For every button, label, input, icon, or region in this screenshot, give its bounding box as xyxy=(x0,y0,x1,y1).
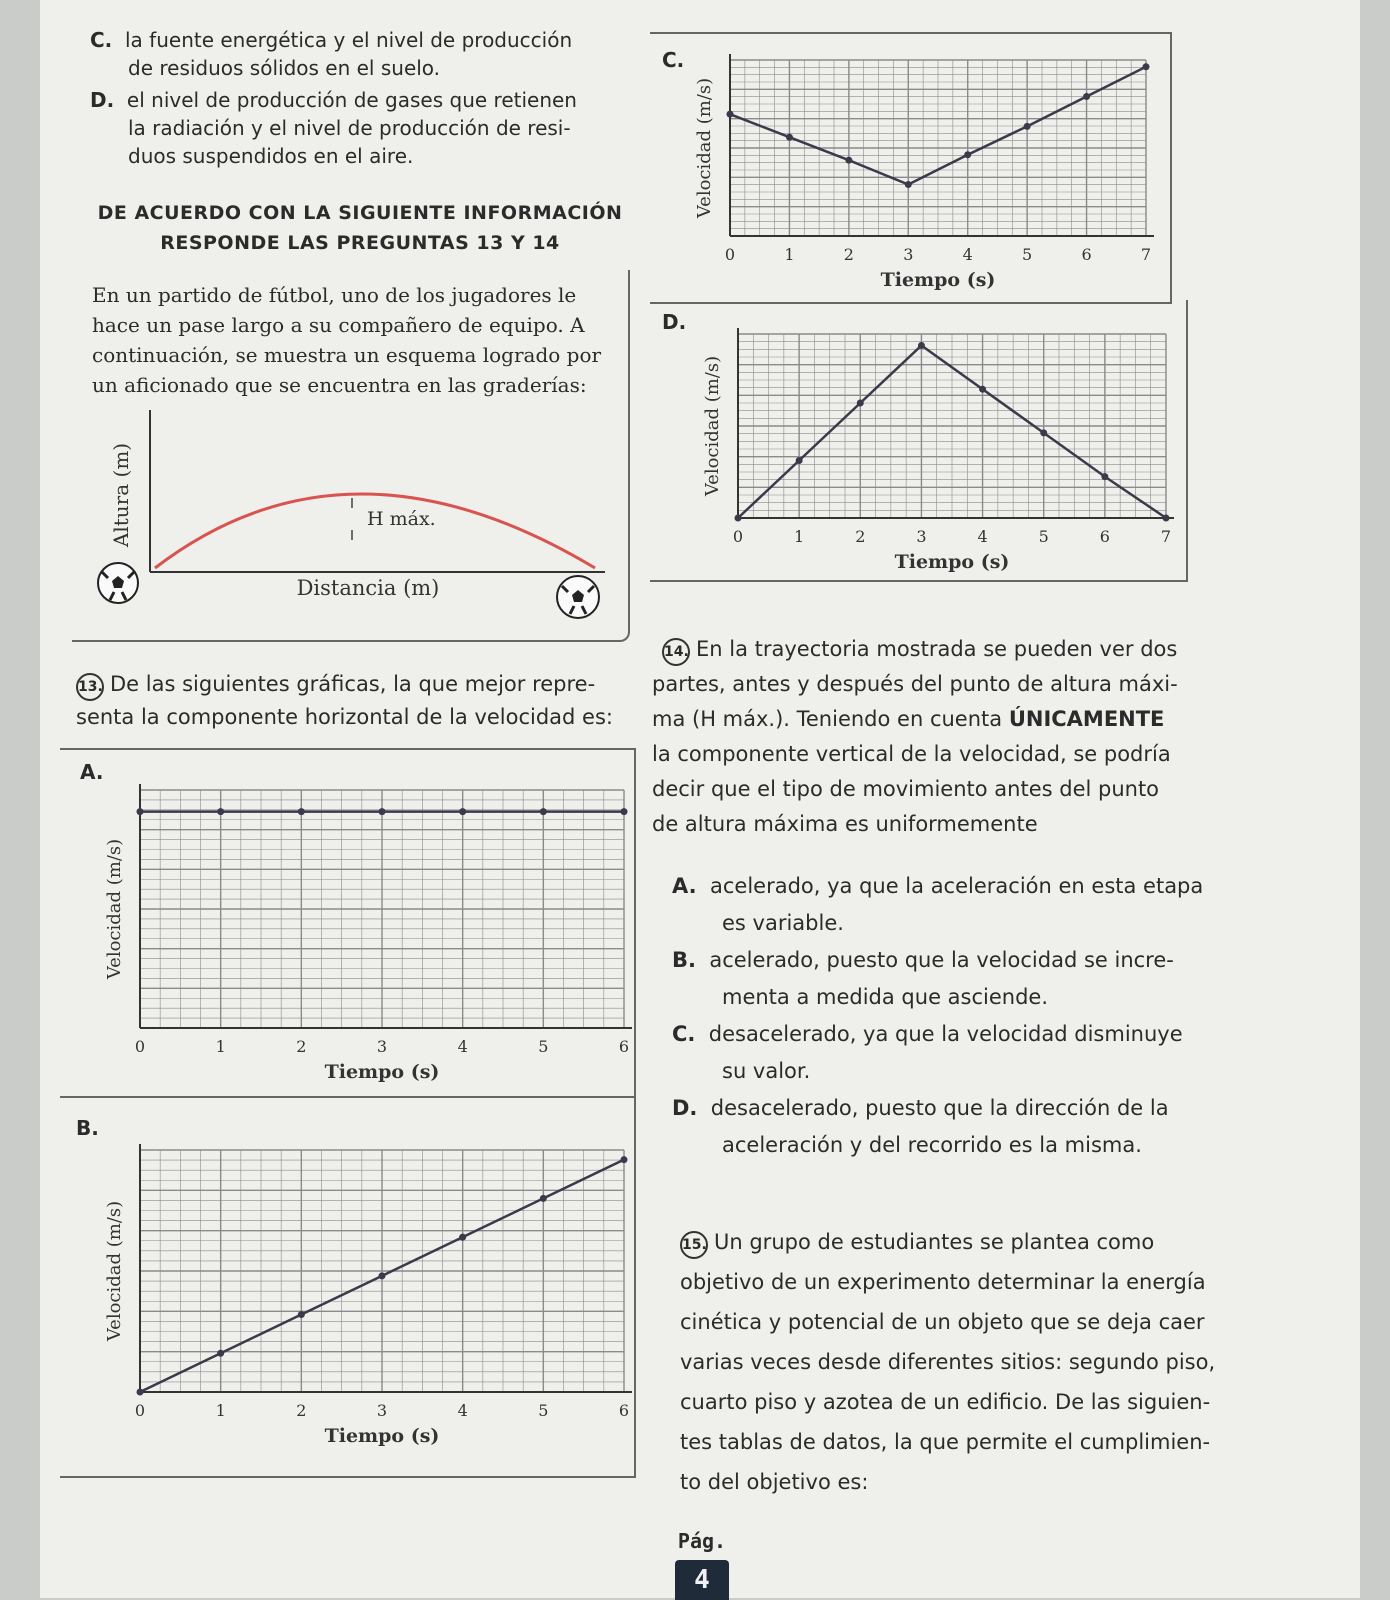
question-14 xyxy=(652,632,1252,842)
data-point xyxy=(1083,93,1090,100)
data-point xyxy=(621,1156,628,1163)
x-tick-label: 5 xyxy=(538,1037,549,1056)
option-letter: C. xyxy=(90,28,113,52)
option-text: aceleración y del recorrido es la misma. xyxy=(722,1133,1142,1157)
option-text: de residuos sólidos en el suelo. xyxy=(128,56,441,80)
data-point xyxy=(459,808,466,815)
page-number xyxy=(660,1530,744,1600)
question-number: 13. xyxy=(76,673,104,701)
context-line: un aficionado que se encuentra en las graderías: xyxy=(92,373,587,397)
option-text: desacelerado, puesto que la dirección de la xyxy=(710,1096,1169,1120)
soccer-ball-icon xyxy=(98,563,138,603)
question-text: decir que el tipo de movimiento antes del punto xyxy=(652,777,1160,801)
y-axis-label: Velocidad (m/s) xyxy=(694,77,715,219)
option-letter: B. xyxy=(672,948,696,972)
data-point xyxy=(217,808,224,815)
chart-b-label: B. xyxy=(76,1116,99,1140)
data-point xyxy=(786,134,793,141)
data-point xyxy=(857,400,864,407)
data-point xyxy=(918,342,925,349)
x-tick-label: 1 xyxy=(784,245,795,264)
page xyxy=(40,0,1360,1598)
data-point xyxy=(540,808,547,815)
soccer-ball-icon xyxy=(557,576,599,618)
x-tick-label: 0 xyxy=(134,1401,146,1420)
x-tick-label: 7 xyxy=(1140,245,1152,264)
context-line: hace un pase largo a su compañero de equipo. A xyxy=(92,313,585,337)
data-point xyxy=(964,151,971,158)
q14-option-b[interactable] xyxy=(672,942,1252,1016)
option-text: menta a medida que asciende. xyxy=(722,985,1049,1009)
option-text: el nivel de producción de gases que retienen xyxy=(126,88,577,112)
x-tick-label: 4 xyxy=(457,1401,468,1420)
data-point xyxy=(459,1234,466,1241)
data-point xyxy=(379,808,386,815)
chart-c-label: C. xyxy=(662,48,685,72)
option-text: la radiación y el nivel de producción de resi- xyxy=(128,116,571,140)
option-text: duos suspendidos en el aire. xyxy=(128,144,414,168)
x-tick-label: 5 xyxy=(1022,245,1033,264)
x-axis-label: Tiempo (s) xyxy=(324,1061,440,1083)
data-point xyxy=(298,808,305,815)
chart-d xyxy=(650,320,1186,580)
question-text: varias veces desde diferentes sitios: segundo piso, xyxy=(680,1350,1216,1374)
data-point xyxy=(979,386,986,393)
option-text: la fuente energética y el nivel de producción xyxy=(125,28,573,52)
x-tick-label: 2 xyxy=(855,527,866,546)
data-point xyxy=(905,181,912,188)
question-13 xyxy=(76,668,656,734)
context-line: En un partido de fútbol, uno de los jugadores le xyxy=(92,283,577,307)
data-point xyxy=(796,457,803,464)
option-text: es variable. xyxy=(722,911,844,935)
x-tick-label: 6 xyxy=(1099,527,1110,546)
page-num: 4 xyxy=(675,1560,729,1600)
hmax-label: H máx. xyxy=(367,508,436,530)
question-text: de altura máxima es uniformemente xyxy=(652,812,1038,836)
grid xyxy=(140,790,624,1028)
x-axis-label: Tiempo (s) xyxy=(894,551,1010,573)
option-letter: C. xyxy=(672,1022,696,1046)
x-tick-label: 2 xyxy=(843,245,854,264)
question-text: De las siguientes gráficas, la que mejor repre- xyxy=(110,672,596,696)
page-label: Pág. xyxy=(677,1529,727,1553)
x-tick-label: 0 xyxy=(724,245,736,264)
x-axis-label: Distancia (m) xyxy=(296,576,440,600)
data-point xyxy=(1163,515,1170,522)
data-point xyxy=(727,111,734,118)
data-point xyxy=(1101,473,1108,480)
context-line: continuación, se muestra un esquema logrado por xyxy=(92,343,602,367)
x-tick-label: 0 xyxy=(732,527,744,546)
option-letter: A. xyxy=(672,874,697,898)
data-point xyxy=(217,1350,224,1357)
grid xyxy=(140,1150,624,1392)
option-letter: D. xyxy=(672,1096,698,1120)
question-text: tes tablas de datos, la que permite el cumplimien- xyxy=(680,1430,1211,1454)
x-tick-label: 4 xyxy=(457,1037,468,1056)
q14-option-d[interactable] xyxy=(672,1090,1252,1164)
x-tick-label: 2 xyxy=(296,1037,307,1056)
option-letter: D. xyxy=(90,88,115,112)
y-axis-label: Velocidad (m/s) xyxy=(104,1200,125,1342)
question-15 xyxy=(680,1222,1280,1502)
question-text: senta la componente horizontal de la velocidad es: xyxy=(76,705,613,729)
q14-option-c[interactable] xyxy=(672,1016,1252,1090)
chart-a xyxy=(60,780,634,1092)
question-text: la componente vertical de la velocidad, se podría xyxy=(652,742,1171,766)
data-point xyxy=(1040,429,1047,436)
chart-c xyxy=(650,40,1170,300)
prev-option-c xyxy=(90,26,690,82)
question-text: En la trayectoria mostrada se pueden ver dos xyxy=(696,637,1178,661)
chart-a-label: A. xyxy=(80,760,104,784)
x-tick-label: 2 xyxy=(296,1401,307,1420)
x-tick-label: 3 xyxy=(903,245,914,264)
question-text: cinética y potencial de un objeto que se deja caer xyxy=(680,1310,1205,1334)
question-number: 15. xyxy=(680,1231,708,1259)
option-text: desacelerado, ya que la velocidad disminuye xyxy=(708,1022,1183,1046)
x-tick-label: 0 xyxy=(134,1037,146,1056)
option-text: acelerado, ya que la aceleración en esta etapa xyxy=(709,874,1204,898)
x-tick-label: 4 xyxy=(977,527,988,546)
x-tick-label: 3 xyxy=(376,1037,388,1056)
data-point xyxy=(845,157,852,164)
x-axis-label: Tiempo (s) xyxy=(880,269,996,291)
question-text: Un grupo de estudiantes se plantea como xyxy=(714,1230,1155,1254)
q14-option-a[interactable] xyxy=(672,868,1252,942)
data-point xyxy=(379,1272,386,1279)
x-tick-label: 6 xyxy=(618,1037,630,1056)
x-tick-label: 1 xyxy=(215,1401,226,1420)
heading-line: RESPONDE LAS PREGUNTAS 13 Y 14 xyxy=(160,232,560,254)
section-heading xyxy=(80,198,640,258)
question-emphasis: ÚNICAMENTE xyxy=(1008,707,1165,731)
chart-d-label: D. xyxy=(662,310,687,334)
q14-options xyxy=(672,868,1252,1164)
data-point xyxy=(540,1195,547,1202)
chart-b xyxy=(60,1130,634,1476)
data-point xyxy=(137,808,144,815)
question-text: partes, antes y después del punto de altura máxi- xyxy=(652,672,1178,696)
question-number: 14. xyxy=(662,638,690,666)
question-text: to del objetivo es: xyxy=(680,1470,869,1494)
context-text xyxy=(92,280,632,400)
x-tick-label: 6 xyxy=(618,1401,630,1420)
x-tick-label: 3 xyxy=(376,1401,388,1420)
y-axis-label: Velocidad (m/s) xyxy=(702,355,723,497)
data-point xyxy=(621,808,628,815)
data-point xyxy=(1143,63,1150,70)
option-text: acelerado, puesto que la velocidad se incre- xyxy=(709,948,1174,972)
data-point xyxy=(735,515,742,522)
x-tick-label: 3 xyxy=(916,527,927,546)
question-text: ma (H máx.). Teniendo en cuenta xyxy=(652,707,1009,731)
trajectory-curve xyxy=(155,494,595,568)
grid xyxy=(730,60,1146,236)
x-tick-label: 1 xyxy=(215,1037,226,1056)
data-point xyxy=(137,1389,144,1396)
x-tick-label: 5 xyxy=(1038,527,1049,546)
y-axis-label: Velocidad (m/s) xyxy=(104,838,125,980)
x-tick-label: 4 xyxy=(962,245,973,264)
heading-line: DE ACUERDO CON LA SIGUIENTE INFORMACIÓN xyxy=(97,202,623,224)
prev-option-d xyxy=(90,86,690,170)
option-text: su valor. xyxy=(722,1059,811,1083)
trajectory-diagram xyxy=(90,400,630,630)
question-text: cuarto piso y azotea de un edificio. De las siguien- xyxy=(680,1390,1211,1414)
grid xyxy=(738,334,1166,518)
y-axis-label: Altura (m) xyxy=(109,442,133,548)
x-axis-label: Tiempo (s) xyxy=(324,1425,440,1447)
x-tick-label: 6 xyxy=(1081,245,1092,264)
data-point xyxy=(1024,123,1031,130)
x-tick-label: 1 xyxy=(794,527,805,546)
data-point xyxy=(298,1311,305,1318)
question-text: objetivo de un experimento determinar la energía xyxy=(680,1270,1206,1294)
x-tick-label: 5 xyxy=(538,1401,549,1420)
x-tick-label: 7 xyxy=(1160,527,1172,546)
